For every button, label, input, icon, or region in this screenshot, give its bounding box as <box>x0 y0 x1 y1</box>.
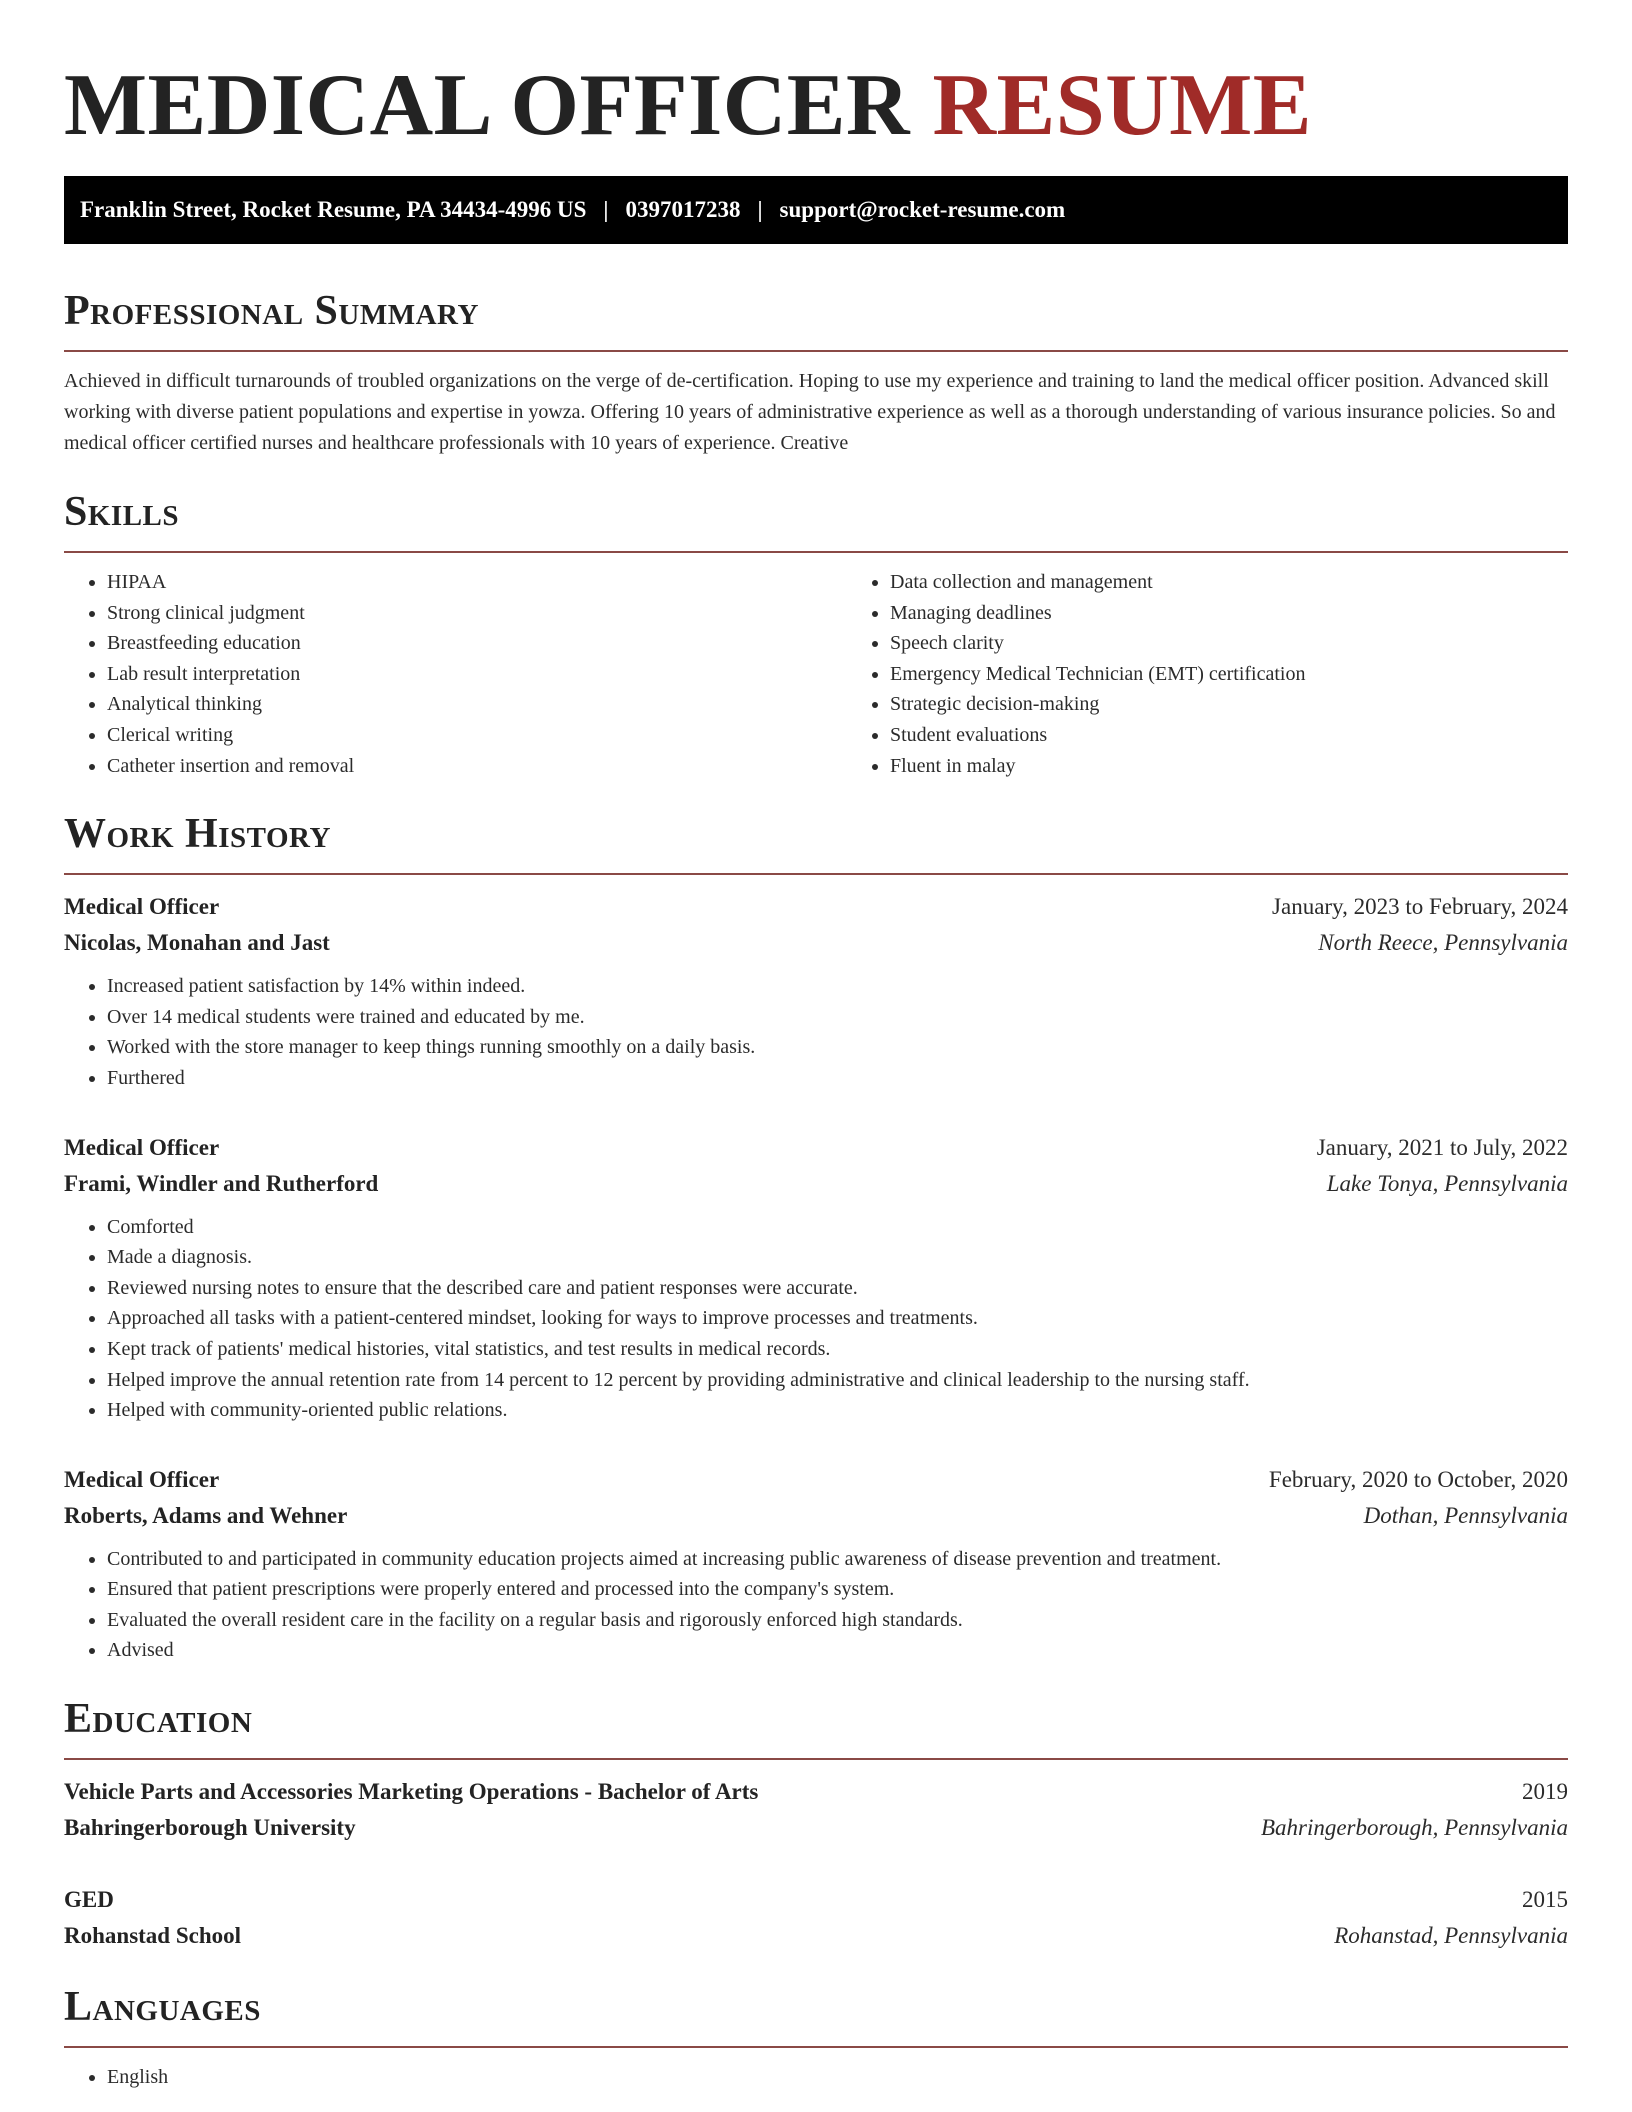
summary-heading: Professional Summary <box>64 288 1568 352</box>
education-degree: Vehicle Parts and Accessories Marketing Operations - Bachelor of Arts <box>64 1779 759 1805</box>
education-location: Bahringerborough, Pennsylvania <box>1260 1815 1568 1841</box>
education-year: 2019 <box>1522 1779 1568 1805</box>
education-school-row <box>64 1918 1568 1954</box>
job-title-row <box>64 1130 1568 1166</box>
education-school: Bahringerborough University <box>64 1815 356 1841</box>
skill-item: • Data collection and management <box>890 567 1630 598</box>
skill-item: • Managing deadlines <box>890 598 1630 629</box>
job-company: Frami, Windler and Rutherford <box>64 1170 379 1196</box>
languages-list <box>64 2062 1568 2093</box>
title-main: MEDICAL OFFICER <box>64 57 910 154</box>
job-location: Lake Tonya, Pennsylvania <box>1326 1170 1568 1196</box>
job-bullet: • Approached all tasks with a patient-centered mindset, looking for ways to improve processes and treatments. <box>107 1303 1568 1334</box>
job-title-row <box>64 1462 1568 1498</box>
job-title: Medical Officer <box>64 1134 220 1160</box>
skill-item: • Fluent in malay <box>890 751 1630 782</box>
education-school: Rohanstad School <box>64 1923 242 1949</box>
job-title: Medical Officer <box>64 894 220 920</box>
job-bullet: • Helped with community-oriented public relations. <box>107 1395 1568 1426</box>
job-bullet: • Helped improve the annual retention rate from 14 percent to 12 percent by providing administrative and clinical leadership to the nursing staff. <box>107 1365 1568 1396</box>
job-location: Dothan, Pennsylvania <box>1363 1502 1568 1528</box>
skills-heading: Skills <box>64 489 1568 553</box>
job-bullet: • Furthered <box>107 1063 1568 1094</box>
contact-separator: | <box>603 197 609 222</box>
job-dates: January, 2023 to February, 2024 <box>1272 894 1568 920</box>
summary-section <box>64 288 1568 459</box>
job-company-row <box>64 925 1568 961</box>
work-section <box>64 811 1568 1666</box>
job-bullet: • Kept track of patients' medical histories, vital statistics, and test results in medical records. <box>107 1334 1568 1365</box>
education-entry <box>64 1882 1568 1954</box>
languages-heading: Languages <box>64 1984 1568 2048</box>
job-company-row <box>64 1498 1568 1534</box>
job-location: North Reece, Pennsylvania <box>1318 930 1568 956</box>
education-heading: Education <box>64 1696 1568 1760</box>
contact-address: Franklin Street, Rocket Resume, PA 34434-4996 US <box>80 197 587 222</box>
job-bullet: • Comforted <box>107 1212 1568 1243</box>
job-company-row <box>64 1166 1568 1202</box>
job-bullets <box>64 1212 1568 1426</box>
job-bullet: • Reviewed nursing notes to ensure that the described care and patient responses were accurate. <box>107 1273 1568 1304</box>
education-degree-row <box>64 1774 1568 1810</box>
skill-item: • Speech clarity <box>890 628 1630 659</box>
skill-item: • Strong clinical judgment <box>107 598 847 629</box>
job-dates: February, 2020 to October, 2020 <box>1268 1466 1568 1492</box>
education-school-row <box>64 1810 1568 1846</box>
education-degree: GED <box>64 1887 114 1913</box>
job-bullet: • Made a diagnosis. <box>107 1242 1568 1273</box>
skills-list-right <box>847 567 1630 781</box>
skill-item: • Emergency Medical Technician (EMT) certification <box>890 659 1630 690</box>
skill-item: • HIPAA <box>107 567 847 598</box>
job-entry <box>64 1462 1568 1666</box>
job-entry <box>64 889 1568 1093</box>
job-bullet: • Ensured that patient prescriptions were properly entered and processed into the company's system. <box>107 1574 1568 1605</box>
job-bullet: • Increased patient satisfaction by 14% within indeed. <box>107 971 1568 1002</box>
job-dates: January, 2021 to July, 2022 <box>1316 1134 1568 1160</box>
job-company: Nicolas, Monahan and Jast <box>64 930 330 956</box>
resume-title <box>64 0 1568 156</box>
job-bullet: • Contributed to and participated in community education projects aimed at increasing public awareness of disease prevention and treatment. <box>107 1544 1568 1575</box>
skill-item: • Analytical thinking <box>107 689 847 720</box>
contact-email: support@rocket-resume.com <box>779 197 1066 222</box>
education-entry <box>64 1774 1568 1846</box>
education-year: 2015 <box>1522 1887 1568 1913</box>
job-bullet: • Worked with the store manager to keep things running smoothly on a daily basis. <box>107 1032 1568 1063</box>
job-bullet: • Over 14 medical students were trained and educated by me. <box>107 1002 1568 1033</box>
skill-item: • Student evaluations <box>890 720 1630 751</box>
summary-text: Achieved in difficult turnarounds of troubled organizations on the verge of de-certification. Hoping to use my experience and training to land the medical officer position. Advanced skill working with diverse patient populations and expertise in yowza. Offering 10 years of administrative experience as well as a thorough understanding of various insurance policies. So and medical officer certified nurses and healthcare professionals with 10 years of experience. Creative <box>64 370 1556 454</box>
languages-section <box>64 1984 1568 2093</box>
contact-phone: 0397017238 <box>625 197 741 222</box>
skill-item: • Lab result interpretation <box>107 659 847 690</box>
job-company: Roberts, Adams and Wehner <box>64 1502 348 1528</box>
language-item: • English <box>107 2062 1568 2093</box>
education-degree-row <box>64 1882 1568 1918</box>
job-bullet: • Advised <box>107 1635 1568 1666</box>
skill-item: • Clerical writing <box>107 720 847 751</box>
job-entry <box>64 1130 1568 1426</box>
skill-item: • Strategic decision-making <box>890 689 1630 720</box>
job-bullets <box>64 971 1568 1093</box>
job-bullets <box>64 1544 1568 1666</box>
skills-list-left <box>64 567 847 781</box>
contact-separator: | <box>757 197 763 222</box>
work-heading: Work History <box>64 811 1568 875</box>
title-accent: RESUME <box>932 57 1312 154</box>
job-title-row <box>64 889 1568 925</box>
job-bullet: • Evaluated the overall resident care in the facility on a regular basis and rigorously enforced high standards. <box>107 1605 1568 1636</box>
skills-columns <box>64 553 1568 781</box>
skill-item: • Breastfeeding education <box>107 628 847 659</box>
contact-bar <box>64 176 1568 244</box>
education-section <box>64 1696 1568 1954</box>
skills-section <box>64 489 1568 781</box>
skill-item: • Catheter insertion and removal <box>107 751 847 782</box>
job-title: Medical Officer <box>64 1466 220 1492</box>
education-location: Rohanstad, Pennsylvania <box>1334 1923 1568 1949</box>
